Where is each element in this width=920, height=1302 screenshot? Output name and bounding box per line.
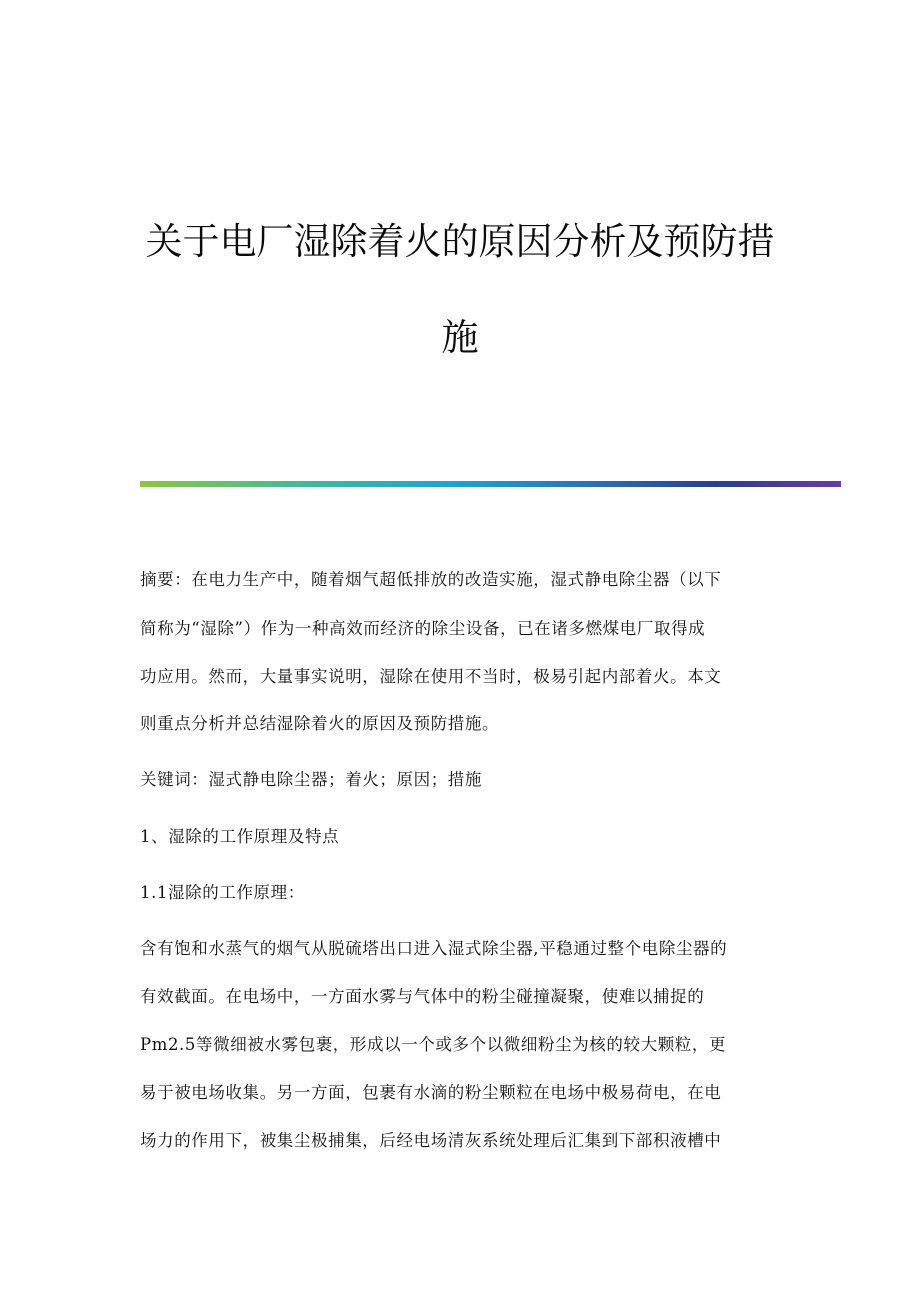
keywords-line: 关键词：湿式静电除尘器；着火；原因；措施 [140, 770, 482, 789]
paragraph-line-3: Pm2.5等微细被水雾包裹，形成以一个或多个以微细粉尘为核的较大颗粒，更 [140, 1035, 727, 1054]
document-title-line-1: 关于电厂湿除着火的原因分析及预防措 [145, 220, 775, 263]
paragraph-line-2: 有效截面。在电场中，一方面水雾与气体中的粉尘碰撞凝聚，使难以捕捉的 [140, 987, 705, 1006]
gradient-divider [140, 481, 841, 487]
abstract-line-3: 功应用。然而，大量事实说明，湿除在使用不当时，极易引起内部着火。本文 [140, 667, 722, 686]
abstract-line-1: 摘要：在电力生产中，随着烟气超低排放的改造实施，湿式静电除尘器（以下 [140, 570, 722, 589]
paragraph-line-5: 场力的作用下，被集尘极捕集，后经电场清灰系统处理后汇集到下部积液槽中 [140, 1131, 722, 1150]
subsection-heading: 1.1湿除的工作原理： [140, 883, 305, 902]
abstract-line-4: 则重点分析并总结湿除着火的原因及预防措施。 [140, 714, 500, 733]
paragraph-line-4: 易于被电场收集。另一方面，包裹有水滴的粉尘颗粒在电场中极易荷电，在电 [140, 1083, 722, 1102]
paragraph-line-1: 含有饱和水蒸气的烟气从脱硫塔出口进入湿式除尘器,平稳通过整个电除尘器的 [140, 939, 728, 958]
abstract-line-2: 简称为“湿除”）作为一种高效而经济的除尘设备，已在诸多燃煤电厂取得成 [140, 619, 706, 638]
document-title-line-2: 施 [441, 316, 479, 359]
section-heading: 1、湿除的工作原理及特点 [140, 827, 340, 846]
